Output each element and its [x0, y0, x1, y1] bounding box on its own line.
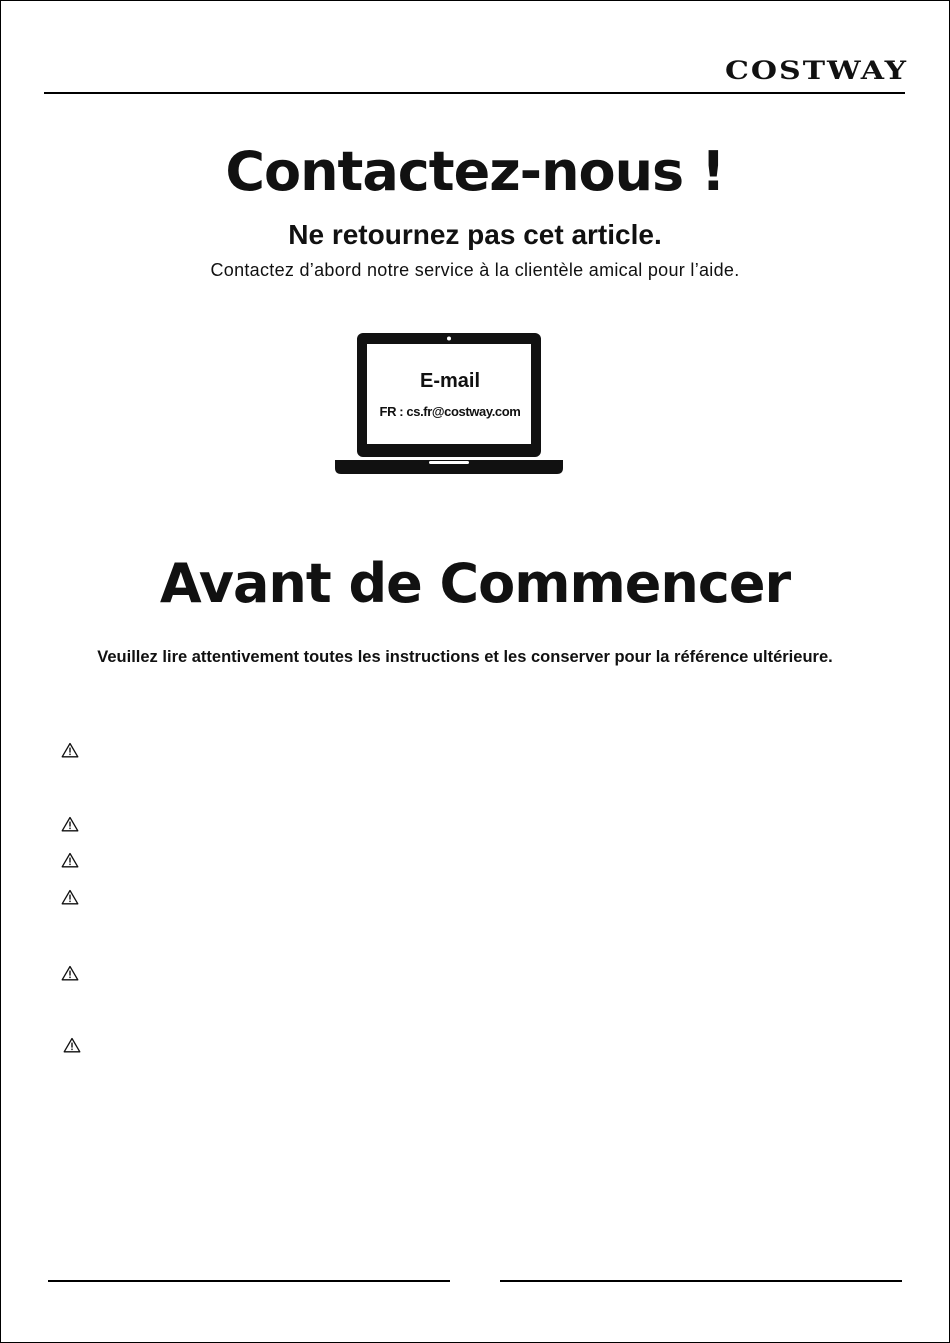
before-start-title: Avant de Commencer [159, 552, 791, 615]
warning-icon [61, 742, 79, 758]
contact-description: Contactez d’abord notre service à la clientèle amical pour l’aide. [210, 260, 740, 280]
warning-icon [61, 965, 79, 981]
warning-icon [61, 816, 79, 832]
footer-divider-right [500, 1280, 902, 1282]
warning-icon [61, 889, 79, 905]
footer-divider-left [48, 1280, 450, 1282]
brand-logo: COSTWAY [725, 56, 908, 86]
laptop-screen-title: E-mail [419, 370, 481, 392]
warning-icon [61, 852, 79, 868]
warning-icon [63, 1037, 81, 1053]
contact-subtitle: Ne retournez pas cet article. [288, 219, 662, 250]
contact-title: Contactez-nous ! [225, 140, 725, 203]
header-divider [44, 92, 905, 94]
before-start-intro: Veuillez lire attentivement toutes les instructions et les conserver pour la référence ultérieure. [97, 648, 833, 666]
laptop-email-address: FR : cs.fr@costway.com [379, 404, 521, 419]
